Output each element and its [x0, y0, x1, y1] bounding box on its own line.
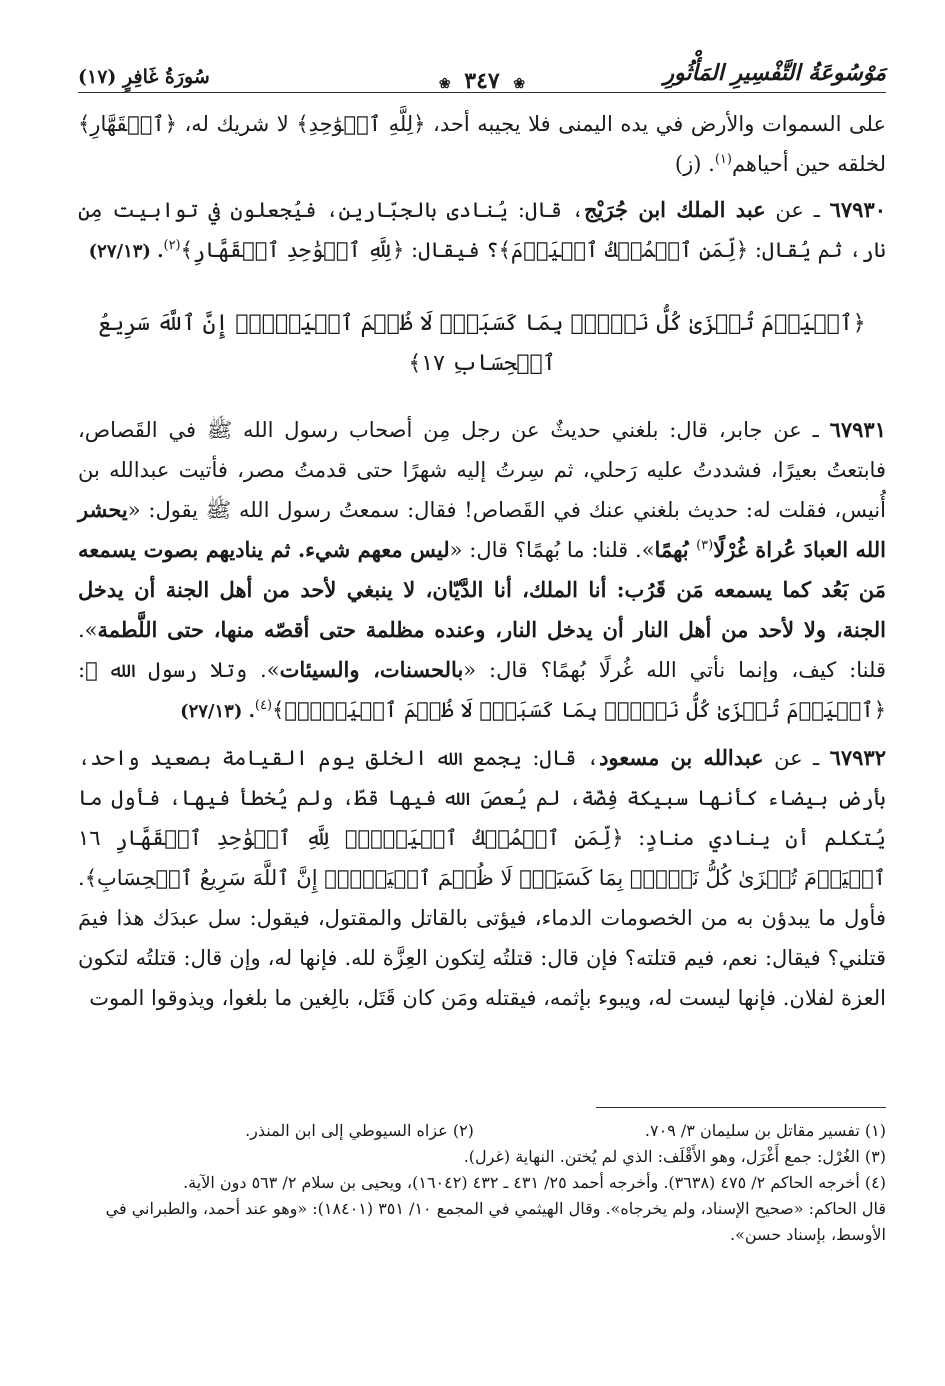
footnote-1: (١) تفسير مقاتل بن سليمان ٣/ ٧٠٩.: [644, 1121, 886, 1140]
text-segment: ». قلنا: ما بُهمًا؟ قال: «: [449, 538, 655, 562]
text-segment: ـ عن: [763, 746, 830, 770]
ornament-icon: ❀: [438, 76, 451, 92]
text-segment: ». وتلا رسول الله ﷺ:: [78, 658, 280, 682]
text-segment: ـ عن جابر، قال: بلغني حديثٌ عن رجل مِن أصحاب رسول الله ﷺ في القَصاص، فابتعتُ بعيرًا، فشددتُ عليه رَحلي، ثم سِرتُ إليه شهرًا حتى قدمتُ مصر، فأتيت عبدالله بن أُنيس، فقلت له: حديث بلغني عنك في القَصاص! فقال: سمعتُ رسول الله ﷺ يقول: «: [78, 418, 886, 522]
header-divider: [78, 92, 886, 93]
footnote-3: (٣) الغُرْل: جمع أَغْرَل، وهو الأَقْلَف: الذي لم يُختن. النهاية (غرل).: [463, 1147, 886, 1166]
volume-reference: . (٢٧/١٣): [180, 701, 255, 722]
page-header: [78, 52, 886, 94]
intro-paragraph: [78, 104, 886, 184]
page-number: ٣٤٧: [464, 68, 500, 94]
footnote-4-continued: قال الحاكم: «صحيح الإسناد، ولم يخرجاه». وقال الهيثمي في المجمع ١٠/ ٣٥١ (١٨٤٠١): «وهو عند أحمد، والطبراني في الأوسط، بإسناد حسن».: [105, 1199, 886, 1244]
narrator-name: عبد الملك ابن جُرَيْج: [583, 197, 766, 222]
hadith-quote: بالحسنات، والسيئات: [279, 657, 464, 682]
page-number-block: [433, 68, 531, 94]
footnote-divider: [596, 1107, 886, 1108]
hadith-67932: [78, 738, 886, 1018]
text-segment: . فأول ما يبدؤن به من الخصومات الدماء، فيؤتى بالقاتل والمقتول، فيقول: سل عبدَك هذا فيمَ قتلني؟ فيقال: نعم، فيم قتلته؟ فإن قال: قتلتُه لِتكون العِزَّة لله. فإنها له، وإن قال: قتلتُه لتكون العزة لفلان. فإنها ليست له، ويبوء بإثمه، فيقتله ومَن كان قَتَل، بالِغين ما بلغوا، ويذوقوا الموت: [78, 866, 886, 1010]
narrator-name: عبدالله بن مسعود: [599, 745, 764, 770]
footnote-marker: (٣): [696, 538, 714, 553]
hadith-quote: ليس معهم شيء. ثم يناديهم بصوت يسمعه مَن بَعُد كما يسمعه مَن قَرُب: أنا الملك، أنا الدَّيّان، لا ينبغي لأحد من أهل الجنة أن يدخل الجنة، ولا لأحد من أهل النار أن يدخل النار، وعنده مظلمة حتى أقصّه منها، حتى اللَّطمة: [78, 537, 886, 642]
text-segment: على السموات والأرض في يده اليمنى فلا يجيبه أحد،: [425, 112, 886, 136]
footnote-row: [78, 1118, 886, 1144]
hadith-67931: [78, 410, 886, 732]
text-segment: ؟ فيقال:: [404, 238, 499, 262]
footnote-2: (٢) عزاه السيوطي إلى ابن المنذر.: [245, 1121, 474, 1140]
volume-reference: . (٢٧/١٣): [88, 241, 164, 262]
text-segment: ـ عن: [765, 198, 830, 222]
quran-quote: ﴿لِّمَنِ ٱلۡمُلۡكُ ٱلۡيَوۡمَۖ لِلَّهِ ٱلۡوَٰحِدِ ٱلۡقَهَّارِ ١٦ ٱلۡيَوۡمَ تُجۡزَىٰ كُلُّ نَفۡسِۭ بِمَا كَسَبَتۡۚ لَا ظُلۡمَ ٱلۡيَوۡمَۚ إِنَّ ٱللَّهَ سَرِيعُ ٱلۡحِسَابِ﴾: [78, 826, 886, 890]
text-segment: ، قال: يُنادى بالجبّارين، فيُجعلون في توابيت مِن نار، ثم يُقال:: [78, 198, 886, 262]
surah-title: سُورَةُ غَافِرٍ (١٧): [78, 66, 210, 88]
page: [78, 52, 887, 1244]
quran-quote: ﴿ٱلۡقَهَّارِ﴾: [78, 112, 177, 136]
ayah-heading: ﴿ٱلۡيَوۡمَ تُجۡزَىٰ كُلُّ نَفۡسِۭ بِمَا كَسَبَتۡۚ لَا ظُلۡمَ ٱلۡيَوۡمَۚ إِنَّ ٱللَّهَ سَرِيعُ ٱلۡحِسَابِ ١٧﴾: [98, 311, 866, 376]
hadith-quote: يحشر الله العبادَ عُراة غُرْلًا: [78, 497, 886, 562]
quran-quote: ﴿لِلَّهِ ٱلۡوَٰحِدِ﴾: [296, 112, 426, 136]
quran-quote: ﴿لِّمَنِ ٱلۡمُلۡكُ ٱلۡيَوۡمَ﴾: [498, 238, 749, 262]
hadith-67930: [78, 190, 886, 272]
text-segment: لخلقه حين أحياهم: [731, 152, 886, 176]
ornament-icon: ❀: [513, 76, 526, 92]
footnote-marker: (٤): [254, 698, 273, 713]
footnotes: [78, 1107, 886, 1248]
quran-quote: ﴿لِلَّهِ ٱلۡوَٰحِدِ ٱلۡقَهَّارِ﴾: [180, 238, 405, 262]
hadith-number: ٦٧٩٣٢: [829, 745, 886, 770]
source-tag: . (ز): [674, 152, 715, 176]
hadith-number: ٦٧٩٣٠: [829, 197, 887, 222]
text-segment: ، قال: يجمع الله الخلق يوم القيامة بصعيد واحد، بأرض بيضاء كأنها سبيكة فِضّة، لم يُعصَ الله فيها قطّ، ولم يُخطأ فيها، فأول ما يُتكلم أن ينادي منادٍ:: [78, 746, 886, 850]
quran-quote: ﴿ٱلۡيَوۡمَ تُجۡزَىٰ كُلُّ نَفۡسِۭ بِمَا كَسَبَتۡۚ لَا ظُلۡمَ ٱلۡيَوۡمَۚ﴾: [272, 698, 886, 722]
text-segment: لا شريك له،: [176, 112, 297, 136]
hadith-quote: بُهمًا: [654, 537, 697, 562]
footnote-marker: (٢): [163, 238, 181, 253]
footnote-marker: (١): [714, 152, 732, 167]
text-segment: ». قلنا: كيف، وإنما نأتي الله غُرلًا بُهمًا؟ قال: «: [78, 618, 886, 682]
footnote-4: (٤) أخرجه الحاكم ٢/ ٤٧٥ (٣٦٣٨). وأخرجه أحمد ٢٥/ ٤٣١ ـ ٤٣٢ (١٦٠٤٢)، ويحيى بن سلام ٢/ ٥٦٣ دون الآية.: [183, 1173, 886, 1192]
book-title: مَوْسُوعَةُ التَّفْسِيرِ المَأْثُورِ: [663, 60, 886, 86]
main-text: [78, 104, 886, 1018]
hadith-number: ٦٧٩٣١: [829, 417, 886, 442]
